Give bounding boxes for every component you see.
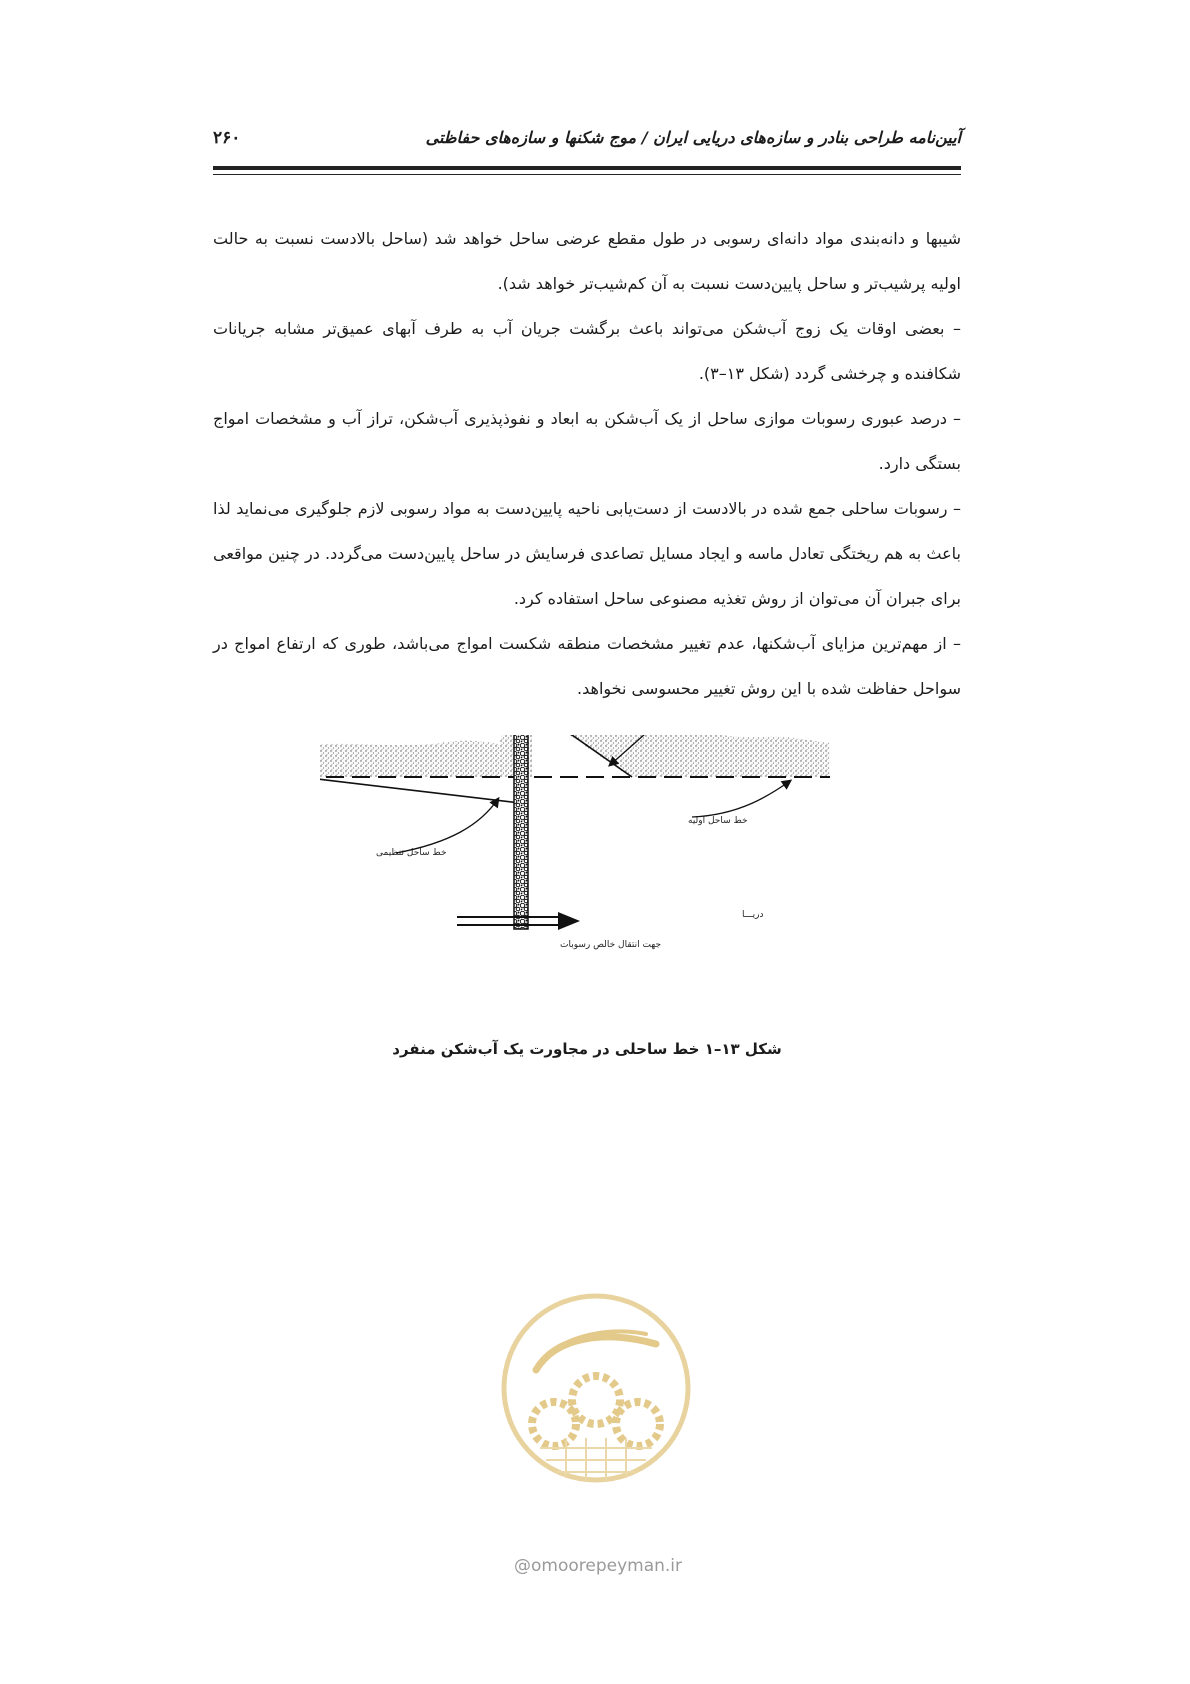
sand-deposit-right — [532, 735, 830, 777]
label-sea: دریـــا — [742, 910, 764, 920]
page-number: ۲۶۰ — [213, 128, 241, 148]
paragraph: – بعضی اوقات یک زوج آب‌شکن می‌تواند باعث برگشت جریان آب به طرف آبهای عمیق‌تر مشابه جریانات شکافنده و چرخشی گردد (شکل ۱۳–۳). — [213, 319, 961, 383]
paragraph: – از مهم‌ترین مزایای آب‌شکنها، عدم تغییر مشخصات منطقه شکست امواج می‌باشد، طوری که ارتفاع امواج در سواحل حفاظت شده با این روش تغییر محسوسی نخواهد. — [213, 634, 961, 698]
header-rule-thick — [213, 166, 961, 170]
arrow-initial-shoreline — [692, 781, 790, 817]
label-adjusted-shoreline-left: خط ساحل تنظیمی — [376, 848, 447, 858]
page-header — [213, 128, 961, 158]
arrow-adjusted-left — [396, 799, 498, 853]
header-title: آیین‌نامه طراحی بنادر و سازه‌های دریایی ایران / موج شکنها و سازه‌های حفاظتی — [425, 128, 961, 147]
label-initial-shoreline: خط ساحل اولیه — [688, 816, 748, 826]
paragraph: – رسوبات ساحلی جمع شده در بالادست از دست‌یابی ناحیه پایین‌دست به مواد رسوبی لازم جلوگیری می‌نماید لذا باعث به هم ریختگی تعادل ماسه و ایجاد مسایل تصاعدی فرسایش در ساحل پایین‌دست می‌گردد. در چنین مواقعی برای جبران آن می‌توان از روش تغذیه مصنوعی ساحل استفاده کرد. — [213, 499, 961, 608]
groin-structure — [514, 735, 528, 929]
paragraph: شیبها و دانه‌بندی مواد دانه‌ای رسوبی در طول مقطع عرضی ساحل خواهد شد (ساحل بالادست نسبت به حالت اولیه پرشیب‌تر و ساحل پایین‌دست نسبت به آن کم‌شیب‌تر خواهد شد). — [213, 229, 961, 293]
net-transport-arrowhead — [558, 912, 580, 930]
adjusted-shoreline-downdrift — [320, 777, 520, 803]
sand-deposit-left — [320, 741, 520, 777]
label-net-transport: جهت انتقال خالص رسوبات — [560, 940, 662, 950]
paragraph: – درصد عبوری رسوبات موازی ساحل از یک آب‌شکن به ابعاد و نفوذپذیری آب‌شکن، تراز آب و مشخصات امواج بستگی دارد. — [213, 409, 961, 473]
watermark-logo — [496, 1288, 696, 1488]
watermark-url: @omoorepeyman.ir — [513, 1556, 683, 1576]
figure-caption: شکل ۱۳–۱ خط ساحلی در مجاورت یک آب‌شکن منفرد — [392, 1040, 782, 1058]
groin-shoreline-figure — [320, 735, 860, 1025]
header-rule-thin — [213, 174, 961, 175]
body-text — [213, 216, 961, 711]
